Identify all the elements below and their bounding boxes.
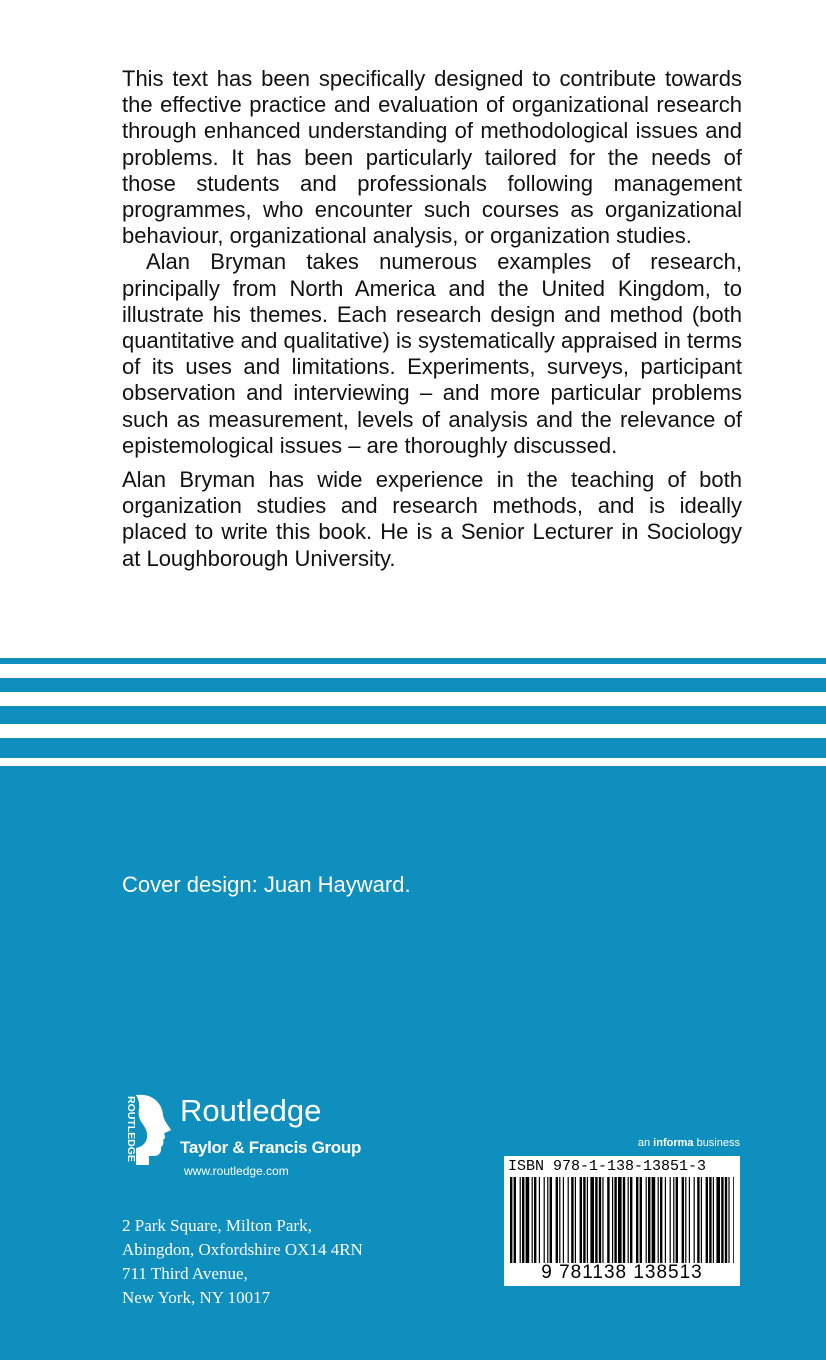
barcode-bars	[510, 1177, 734, 1263]
barcode-bar	[628, 1177, 629, 1263]
routledge-head-icon	[116, 1092, 176, 1166]
barcode-bar	[520, 1177, 521, 1263]
barcode-bar	[689, 1177, 690, 1263]
divider-stripe	[0, 678, 826, 692]
barcode-bar	[648, 1177, 650, 1263]
barcode-bar	[676, 1177, 678, 1263]
informa-tagline	[638, 1137, 740, 1149]
isbn-barcode	[504, 1156, 740, 1286]
ean-digits: 9 781138 138513	[541, 1262, 703, 1283]
barcode-bar	[583, 1177, 585, 1263]
barcode-bar	[725, 1177, 727, 1263]
publisher-url: www.routledge.com	[184, 1164, 289, 1178]
barcode-bar	[563, 1177, 564, 1263]
author-bio: Alan Bryman has wide experience in the teaching of both organization studies and research methods, and is ideally placed to write this book. He is a Senior Lecturer in Sociology at Loughborough University.	[122, 467, 742, 571]
barcode-bar	[510, 1177, 512, 1263]
barcode-bar	[587, 1177, 588, 1263]
barcode-bar	[618, 1177, 622, 1263]
barcode-bar	[660, 1177, 662, 1263]
barcode-bar	[580, 1177, 582, 1263]
barcode-bar	[556, 1177, 558, 1263]
barcode-bar	[728, 1177, 729, 1263]
barcode-bar	[733, 1177, 734, 1263]
blurb-paragraph-1: This text has been specifically designed to contribute towards the effective practice and evaluation of organizational research through enhanced understanding of methodological issues and problems. It has been particularly tailored for the needs of those students and professionals following management programmes, who encounter such courses as organizational behaviour, organizational analysis, or organization studies.	[122, 66, 742, 249]
address-line: 711 Third Avenue,	[122, 1264, 248, 1283]
barcode-bar	[665, 1177, 666, 1263]
barcode-bar	[550, 1177, 552, 1263]
barcode-bar	[646, 1177, 647, 1263]
barcode-bar	[706, 1177, 708, 1263]
barcode-bar	[640, 1177, 642, 1263]
barcode-bar	[709, 1177, 711, 1263]
barcode-bar	[595, 1177, 597, 1263]
barcode-bar	[599, 1177, 601, 1263]
barcode-bar	[532, 1177, 533, 1263]
informa-prefix: an	[637, 1137, 654, 1149]
logo-wordmark: ROUTLEDGE	[125, 1096, 137, 1162]
barcode-bar	[636, 1177, 638, 1263]
divider-stripe	[0, 738, 826, 758]
barcode-bar	[713, 1177, 714, 1263]
barcode-bar	[544, 1177, 545, 1263]
address-line: New York, NY 10017	[122, 1288, 271, 1307]
barcode-bar	[694, 1177, 695, 1263]
barcode-bar	[571, 1177, 573, 1263]
barcode-bar	[670, 1177, 671, 1263]
barcode-bar	[721, 1177, 723, 1263]
barcode-bar	[559, 1177, 560, 1263]
routledge-logo	[116, 1092, 176, 1166]
barcode-bar	[575, 1177, 576, 1263]
barcode-bar	[539, 1177, 540, 1263]
divider-stripe	[0, 706, 826, 724]
blurb-paragraph-2: Alan Bryman takes numerous examples of research, principally from North America and the United Kingdom, to illustrate his themes. Each research design and method (both quantitative and qualitative) is systematically appraised in terms of its uses and limitations. Experiments, surveys, participant observation and interviewing – and more particular problems such as measurement, levels of analysis and the relevance of epistemological issues – are thoroughly discussed.	[122, 249, 742, 458]
barcode-bar	[590, 1177, 594, 1263]
barcode-bar	[534, 1177, 536, 1263]
informa-brand: informa	[653, 1137, 694, 1149]
barcode-bar	[658, 1177, 659, 1263]
barcode-bar	[685, 1177, 686, 1263]
barcode-bar	[526, 1177, 530, 1263]
barcode-bar	[701, 1177, 702, 1263]
barcode-bar	[652, 1177, 656, 1263]
barcode-bar	[607, 1177, 609, 1263]
barcode-bar	[547, 1177, 548, 1263]
barcode-bar	[522, 1177, 524, 1263]
barcode-bar	[602, 1177, 603, 1263]
barcode-bar	[716, 1177, 720, 1263]
barcode-bar	[568, 1177, 569, 1263]
barcode-bar	[612, 1177, 613, 1263]
publisher-group: Taylor & Francis Group	[180, 1138, 362, 1157]
address-line: 2 Park Square, Milton Park,	[122, 1216, 312, 1235]
barcode-bar	[623, 1177, 625, 1263]
informa-suffix: business	[693, 1137, 740, 1149]
publisher-address	[122, 1214, 363, 1310]
barcode-bar	[514, 1177, 516, 1263]
back-cover-blurb	[122, 66, 742, 572]
cover-design-credit: Cover design: Juan Hayward.	[122, 872, 411, 897]
publisher-name: Routledge	[180, 1093, 322, 1128]
barcode-bar	[682, 1177, 684, 1263]
divider-stripe	[0, 658, 826, 664]
barcode-bar	[630, 1177, 632, 1263]
barcode-bar	[614, 1177, 616, 1263]
isbn-label: ISBN 978-1-138-13851-3	[508, 1158, 707, 1175]
barcode-bar	[697, 1177, 699, 1263]
barcode-bar	[673, 1177, 674, 1263]
address-line: Abingdon, Oxfordshire OX14 4RN	[122, 1240, 363, 1259]
